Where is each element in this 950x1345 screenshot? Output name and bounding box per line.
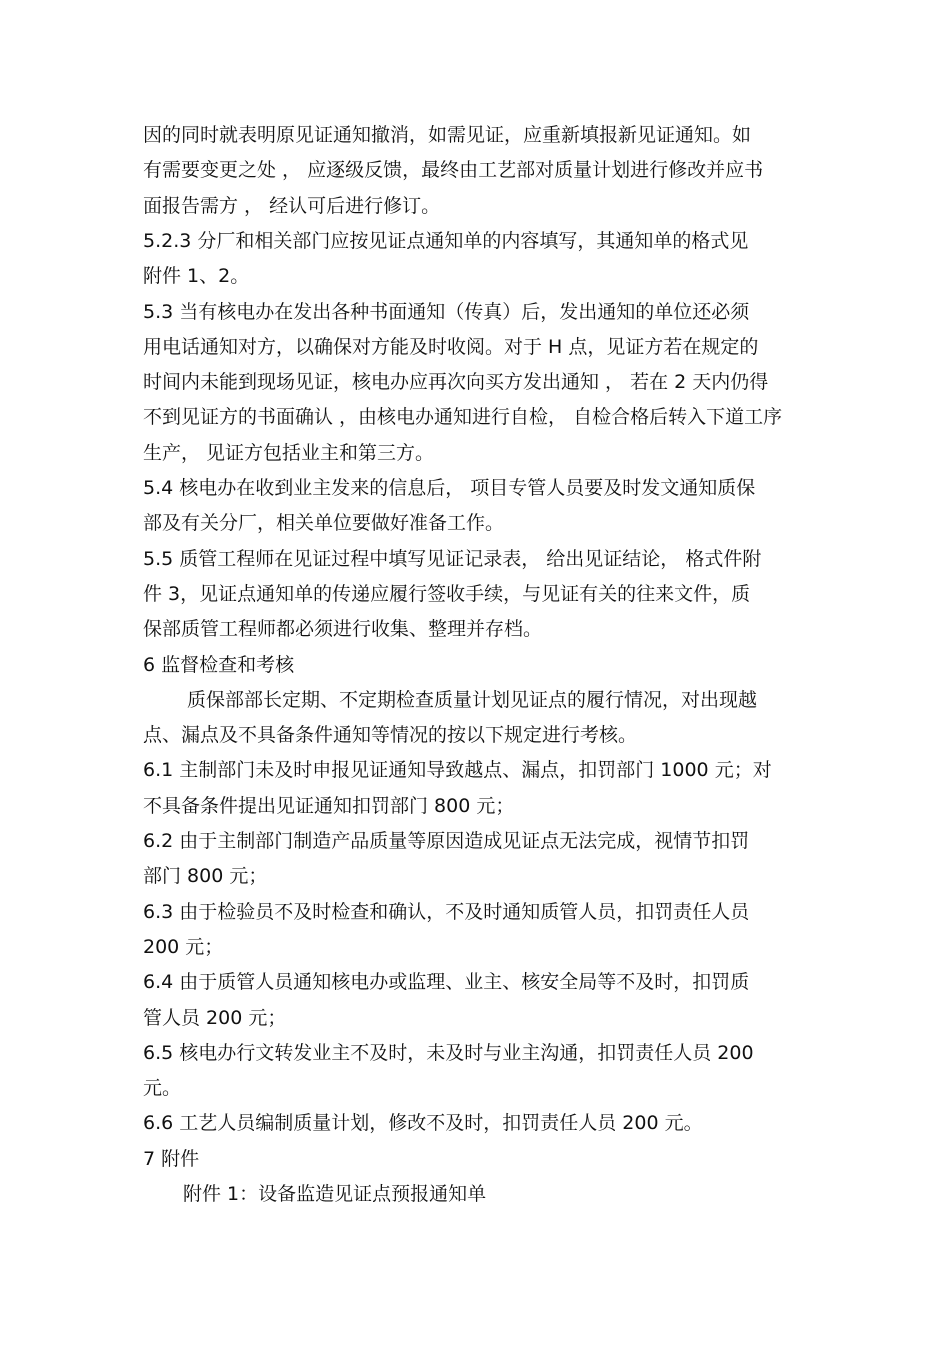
text-line: 部门 800 元；: [143, 865, 268, 887]
text-line: 6.6 工艺人员编制质量计划，修改不及时，扣罚责任人员 200 元。: [143, 1112, 703, 1134]
text-line: 5.4 核电办在收到业主发来的信息后， 项目专管人员要及时发文通知质保: [143, 477, 756, 499]
text-line: 元。: [143, 1077, 182, 1099]
text-line: 面报告需方 ， 经认可后进行修订。: [143, 195, 441, 217]
text-line: 5.5 质管工程师在见证过程中填写见证记录表， 给出见证结论， 格式件附: [143, 548, 762, 570]
text-line: 不到见证方的书面确认 ，由核电办通知进行自检， 自检合格后转入下道工序: [143, 406, 783, 428]
text-line: 6.1 主制部门未及时申报见证通知导致越点、漏点，扣罚部门 1000 元；对: [143, 759, 772, 781]
text-line: 部及有关分厂，相关单位要做好准备工作。: [143, 512, 505, 534]
text-line: 不具备条件提出见证通知扣罚部门 800 元；: [143, 795, 515, 817]
text-line: 因的同时就表明原见证通知撤消，如需见证，应重新填报新见证通知。如: [143, 124, 752, 146]
text-line: 管人员 200 元；: [143, 1007, 287, 1029]
text-line: 件 3，见证点通知单的传递应履行签收手续，与见证有关的往来文件，质: [143, 583, 751, 605]
text-line: 质保部部长定期、不定期检查质量计划见证点的履行情况，对出现越: [187, 689, 758, 711]
text-line: 保部质管工程师都必须进行收集、整理并存档。: [143, 618, 543, 640]
text-line: 200 元；: [143, 936, 224, 958]
text-line: 6.2 由于主制部门制造产品质量等原因造成见证点无法完成，视情节扣罚: [143, 830, 750, 852]
text-line: 5.3 当有核电办在发出各种书面通知（传真）后，发出通知的单位还必须: [143, 301, 750, 323]
text-line: 6.5 核电办行文转发业主不及时，未及时与业主沟通，扣罚责任人员 200: [143, 1042, 754, 1064]
text-line: 有需要变更之处 ， 应逐级反馈，最终由工艺部对质量计划进行修改并应书: [143, 159, 764, 181]
text-line: 6.4 由于质管人员通知核电办或监理、业主、核安全局等不及时，扣罚质: [143, 971, 750, 993]
text-line: 时间内未能到现场见证，核电办应再次向买方发出通知 ， 若在 2 天内仍得: [143, 371, 769, 393]
text-line: 5.2.3 分厂和相关部门应按见证点通知单的内容填写，其通知单的格式见: [143, 230, 749, 252]
text-line: 用电话通知对方，以确保对方能及时收阅。对于 H 点，见证方若在规定的: [143, 336, 759, 358]
text-line: 生产， 见证方包括业主和第三方。: [143, 442, 435, 464]
text-line: 点、漏点及不具备条件通知等情况的按以下规定进行考核。: [143, 724, 638, 746]
text-line: 附件 1、2。: [143, 265, 250, 287]
section-heading: 7 附件: [143, 1148, 200, 1170]
text-line: 6.3 由于检验员不及时检查和确认，不及时通知质管人员，扣罚责任人员: [143, 901, 750, 923]
section-heading: 6 监督检查和考核: [143, 654, 295, 676]
attachment-item: 附件 1：设备监造见证点预报通知单: [183, 1183, 487, 1205]
